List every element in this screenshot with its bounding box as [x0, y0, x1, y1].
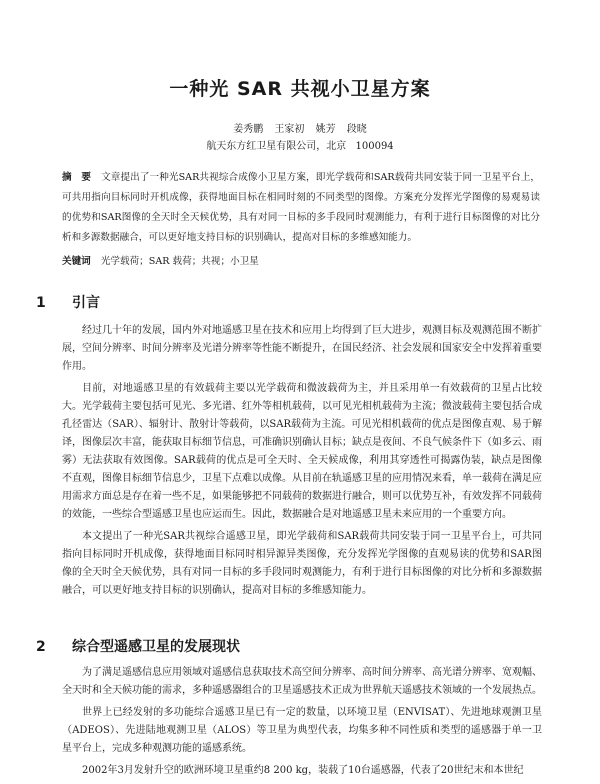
- author-name: 段晓: [346, 124, 367, 135]
- paragraph: 2002年3月发射升空的欧洲环境卫星重约8 200 kg，装载了10台遥感器，代表了20世纪末和本世纪: [82, 765, 524, 776]
- section-body: [62, 322, 542, 604]
- section-title: 引言: [72, 295, 100, 311]
- section-heading: [36, 292, 100, 312]
- keywords: [62, 253, 540, 267]
- paragraph: 目前，对地遥感卫星的有效载荷主要以光学载荷和微波载荷为主，并且采用单一有效载荷的卫星占比较大。光学载荷主要包括可见光、多光谱、红外等相机载荷，以可见光相机载荷为主流；微波载荷主要包括合成孔径雷达（SAR）、辐射计、散射计等载荷，以SAR载荷为主流。可见光相机载荷的优点是图像直观、易于解译，图像层次丰富，能获取目标细节信息，可准确识别确认目标；缺点是夜间、不良气候条件下（如多云、雨雾）无法获取有效图像。SAR载荷的优点是可全天时、全天候成像，利用其穿透性可揭露伪装，缺点是图像不直观，图像目标细节信息少，卫星下点难以成像。从目前在轨遥感卫星的应用情况来看，单一载荷在满足应用需求方面总是存在着一些不足，如果能够把不同载荷的数据进行融合，则可以优势互补，有效发挥不同载荷的效能，一些综合型遥感卫星也应运而生。因此，数据融合是对地遥感卫星未来应用的一个重要方向。: [62, 383, 542, 520]
- author-name: 王家初: [274, 124, 305, 135]
- keywords-label: 关键词: [62, 256, 91, 267]
- abstract-label: 摘 要: [62, 172, 92, 183]
- abstract: [62, 168, 540, 248]
- affiliation: 航天东方红卫星有限公司，北京 100094: [206, 141, 394, 152]
- author-name: 姜秀鹏: [233, 124, 264, 135]
- paragraph: 为了满足遥感信息应用领域对遥感信息获取技术高空间分辨率、高时间分辨率、高光谱分辨率、宽观幅、全天时和全天候功能的需求，多种遥感器组合的卫星遥感技术正成为世界航天遥感技术领域的一个发展热点。: [62, 667, 542, 696]
- abstract-text: 文章提出了一种光SAR共视综合成像小卫星方案，即光学载荷和SAR载荷共同安装于同一卫星平台上，可共用指向目标同时开机成像，获得地面目标在相同时刻的不同类型的图像。方案充分发挥光学图像的易观易读的优势和SAR图像的全天时全天候优势，具有对同一目标的多手段同时观测能力，有利于进行目标图像的对比分析和多源数据融合，可以更好地支持目标的识别确认，提高对目标的多维感知能力。: [62, 172, 540, 243]
- section-title: 综合型遥感卫星的发展现状: [72, 639, 240, 655]
- paragraph: 本文提出了一种光SAR共视综合遥感卫星，即光学载荷和SAR载荷共同安装于同一卫星平台上，可共同指向目标同时开机成像，获得地面目标同时相异源异类图像，充分发挥光学图像的直观易读的优势和SAR图像的全天时全天候优势，具有对同一目标的多手段同时观测能力，有利于进行目标图像的对比分析和多源数据融合，可以更好地支持目标的识别确认，提高对目标的多维感知能力。: [62, 531, 542, 596]
- author-name: 姚芳: [315, 124, 336, 135]
- section-body: [62, 664, 542, 784]
- author-list: [0, 120, 600, 135]
- paragraph: 经过几十年的发展，国内外对地遥感卫星在技术和应用上均得到了巨大进步，观测目标及观测范围不断扩展，空间分辨率、时间分辨率及光谱分辨率等性能不断提升，在国民经济、社会发展和国家安全中发挥着重要作用。: [62, 325, 542, 372]
- section-number: 2: [36, 639, 46, 655]
- section-number: 1: [36, 295, 46, 311]
- keywords-text: 光学载荷；SAR 载荷；共视；小卫星: [100, 256, 259, 267]
- paragraph: 世界上已经发射的多功能综合遥感卫星已有一定的数量，以环境卫星（ENVISAT）、先进地球观测卫星（ADEOS）、先进陆地观测卫星（ALOS）等卫星为典型代表，均集多种不同性质和类型的遥感器于单一卫星平台上，完成多种观测功能的遥感系统。: [62, 707, 542, 754]
- section-heading: [36, 636, 240, 656]
- paper-title: 一种光 SAR 共视小卫星方案: [169, 78, 431, 100]
